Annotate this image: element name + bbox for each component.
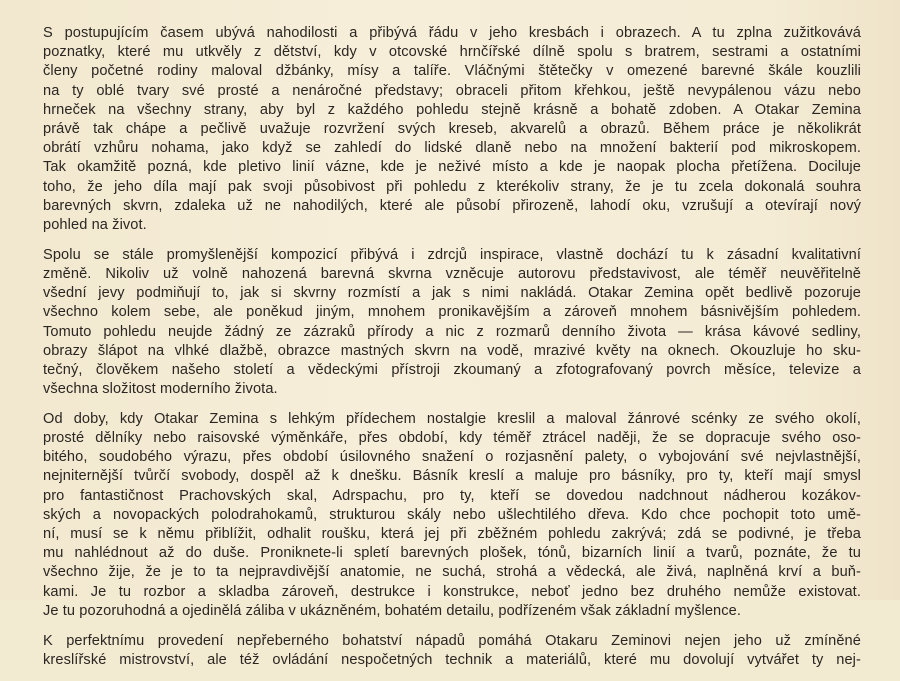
text-line: všechno žije, že je to ta nejpravdivější anatomie, ne suchá, strohá a vědecká, ale živá, naplněná krví a buň- (43, 564, 861, 581)
text-line: všední jevy podmiňují to, jak si skvrny rozmístí a jak s nimi nakládá. Otakar Zemina opět bedlivě pozoruje (43, 285, 861, 302)
text-line: členy početné rodiny maloval džbánky, mísy a talíře. Vláčnými štětečky v omezené barevné škále kouzlili (43, 63, 861, 80)
text-line: prosté dělníky nebo raisovské výměnkáře, přes období, kdy téměř ztrácel naději, že se dopracuje svého oso- (43, 430, 861, 447)
text-line: mu nahlédnout až do duše. Proniknete-li spletí barevných plošek, tónů, bizarních linií a tvarů, poznáte, že tu (43, 545, 861, 562)
text-line: na ty oblé tvary své prosté a nenáročné představy; obraceli přitom křehkou, ještě nevypálenou vázu nebo (43, 82, 861, 99)
text-line: obrátí vzhůru nohama, jako když se zahledí do lidské dlaně nebo na množení bakterií pod mikroskopem. (43, 140, 861, 157)
paragraph-4 (43, 632, 861, 670)
text-line: právě tak chápe a pečlivě uvažuje rozvržení svých kreseb, akvarelů a obrazů. Během práce je několikrát (43, 121, 861, 138)
text-line: S postupujícím časem ubývá nahodilosti a přibývá řádu v jeho kresbách i obrazech. A tu zplna zužitkovává (43, 25, 861, 41)
text-line: Tak okamžitě pozná, kde pletivo linií vázne, kde je neživé místo a kde je naopak plocha přetížena. Dociluje (43, 159, 861, 176)
text-line: nejniternější tvůrčí svobody, dospěl až k dnešku. Básník kreslí a maluje pro básníky, pro ty, kteří mají smysl (43, 468, 861, 485)
text-line: pohled na život. (43, 217, 147, 234)
text-line: pro fantastičnost Prachovských skal, Adrspachu, pro ty, kteří se dovedou nadchnout nádherou kozákov- (43, 487, 861, 504)
paragraph-1 (43, 24, 861, 235)
text-line: Tomuto pohledu neujde žádný ze zázraků přírody a nic z rozmarů denního života — krása kávové sedliny, (43, 323, 861, 340)
text-line: ní, musí se k němu přiblížit, odhalit roušku, která jej při zběžném pohledu zakrývá; zdá se podivné, je třeba (43, 526, 861, 543)
text-line: Spolu se stále promyšlenější kompozicí přibývá i zdrcjů inspirace, vlastně dochází tu k zásadní kvalitativní (43, 246, 861, 263)
text-line: ských a novopackých polodrahokamů, strukturou skály nebo ušlechtilého dřeva. Kdo chce pochopit toto umě- (43, 506, 861, 523)
text-line: barevných skvrn, zdaleka už ne nahodilých, které ale působí přirozeně, lahodí oku, vzrušují a otevírají nový (43, 197, 861, 214)
text-line: všechna složitost moderního života. (43, 381, 278, 398)
text-line: všechno kolem sebe, ale poněkud jiným, mnohem pronikavějším a zároveň mnohem básnivějším pohledem. (43, 304, 861, 321)
text-line: toho, že jeho díla mají pak svoji působivost při pohledu z kterékoliv strany, že je tu zcela dokonalá souhra (43, 178, 861, 195)
text-line: Je tu pozoruhodná a ojedinělá záliba v ukázněném, bohatém detailu, podřízeném však základní myšlence. (43, 602, 742, 619)
text-line: bitého, soudobého výrazu, přes období úsilovného snažení o rozjasnění palety, o vybojování své nejvlastnější, (43, 449, 861, 466)
body-text (43, 24, 861, 681)
text-line: tečný, člověkem našeho století a vědeckými přístroji zkoumaný a zfotografovaný povrch měsíce, televize a (43, 361, 861, 378)
text-line: K perfektnímu provedení nepřeberného bohatství nápadů pomáhá Otakaru Zeminovi nejen jeho už zmíněné (43, 632, 861, 649)
paragraph-3 (43, 410, 861, 621)
text-line: změně. Nikoliv už volně nahozená barevná skvrna vzněcuje autorovu představivost, ale téměř neuvěřitelně (43, 265, 861, 282)
text-line: kami. Je tu rozbor a skladba zároveň, destrukce i konstrukce, neboť jedno bez druhého nemůže existovat. (43, 583, 861, 600)
text-line: poznatky, které mu utkvěly z dětství, kdy v otcovské hrnčířské dílně spolu s bratrem, sestrami a ostatními (43, 44, 861, 61)
paragraph-2 (43, 246, 861, 400)
text-line: obrazy šlápot na vlhké dlažbě, obrazce mastných skvrn na vodě, mrazivé květy na oknech. Okouzluje ho sku- (43, 342, 861, 359)
text-line: kreslířské mistrovství, ale též ovládání nespočetných technik a materiálů, které mu dovolují vytvářet ty nej- (43, 651, 861, 668)
text-line: hrneček na všechny strany, aby byl z každého pohledu stejně krásně a bohatě zdoben. A Otakar Zemina (43, 101, 861, 118)
text-line: Od doby, kdy Otakar Zemina s lehkým přídechem nostalgie kreslil a maloval žánrové scénky ze svého okolí, (43, 410, 861, 427)
